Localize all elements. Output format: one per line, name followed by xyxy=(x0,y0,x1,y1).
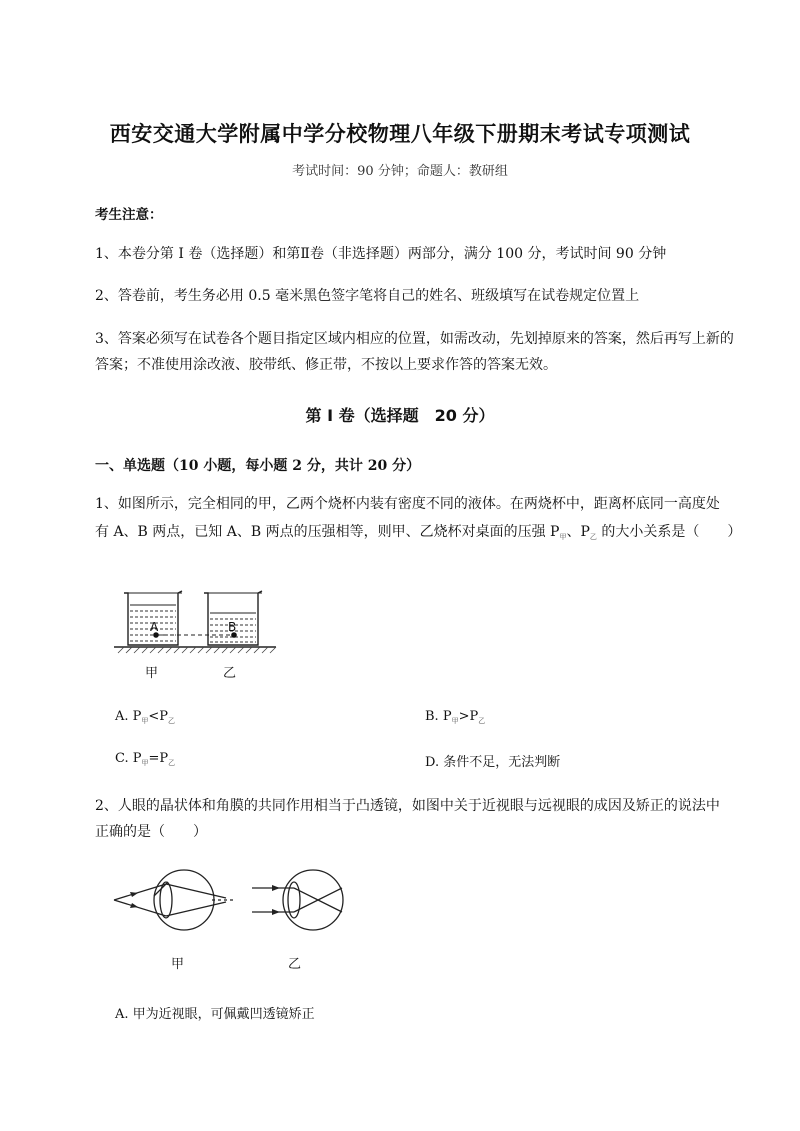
subscript-yi: 乙 xyxy=(168,717,176,725)
exam-info: 考试时间：90 分钟；命题人：教研组 xyxy=(292,164,508,179)
q1-stem-part: 的大小关系是（ ） xyxy=(596,524,742,540)
eye-label-yi: 乙 xyxy=(288,957,302,972)
subscript-jia: 甲 xyxy=(141,759,149,767)
subscript-jia: 甲 xyxy=(451,717,459,725)
eye-label-jia: 甲 xyxy=(171,957,185,972)
page-title: 西安交通大学附属中学分校物理八年级下册期末考试专项测试 xyxy=(109,122,691,146)
q1-option-b[interactable] xyxy=(425,709,485,726)
q1-option-c[interactable] xyxy=(115,751,175,768)
option-text: C. P xyxy=(115,751,142,766)
beaker-label-yi: 乙 xyxy=(223,666,237,681)
q1-option-d[interactable]: D. 条件不足，无法判断 xyxy=(425,755,561,770)
q1-stem-part: 有 A、B 两点，已知 A、B 两点的压强相等，则甲、乙烧杯对桌面的压强 P xyxy=(95,524,560,540)
option-text: B. P xyxy=(425,709,452,724)
q2-stem-line2: 正确的是（ ） xyxy=(95,824,207,840)
option-text: =P xyxy=(148,751,169,766)
option-text: >P xyxy=(458,709,479,724)
notice-item-1: 1、本卷分第 I 卷（选择题）和第Ⅱ卷（非选择题）两部分，满分 100 分，考试时间 90 分钟 xyxy=(95,246,667,262)
option-text: A. P xyxy=(115,709,142,724)
option-text: <P xyxy=(148,709,169,724)
beaker-label-jia: 甲 xyxy=(145,666,159,681)
subscript-jia: 甲 xyxy=(559,533,567,541)
beakers-figure xyxy=(110,585,280,685)
point-b-label: B xyxy=(228,620,237,634)
eye-jia xyxy=(114,870,234,930)
eye-yi xyxy=(252,870,343,930)
beaker-jia xyxy=(124,591,182,645)
q2-stem-line1: 2、人眼的晶状体和角膜的共同作用相当于凸透镜，如图中关于近视眼与远视眼的成因及矫正的说法中 xyxy=(95,798,720,814)
section-title: 第 I 卷（选择题 20 分） xyxy=(305,406,495,425)
question-type-heading: 一、单选题（10 小题，每小题 2 分，共计 20 分） xyxy=(95,458,421,474)
q1-stem-line2 xyxy=(95,519,745,550)
notice-item-3: 3、答案必须写在试卷各个题目指定区域内相应的位置，如需改动，先划掉原来的答案，然后再写上新的答案；不准使用涂改液、胶带纸、修正带，不按以上要求作答的答案无效。 xyxy=(95,331,734,373)
q1-stem-part: 、P xyxy=(566,524,590,540)
q2-option-a[interactable]: A. 甲为近视眼，可佩戴凹透镜矫正 xyxy=(115,1007,315,1022)
notice-heading: 考生注意： xyxy=(95,207,163,223)
subscript-jia: 甲 xyxy=(141,717,149,725)
eyes-figure xyxy=(108,860,368,980)
point-a-label: A xyxy=(150,620,159,634)
subscript-yi: 乙 xyxy=(589,533,597,541)
subscript-yi: 乙 xyxy=(168,759,176,767)
subscript-yi: 乙 xyxy=(478,717,486,725)
q1-stem-line1: 1、如图所示，完全相同的甲，乙两个烧杯内装有密度不同的液体。在两烧杯中，距离杯底同一高度处 xyxy=(95,496,720,512)
notice-item-2: 2、答卷前，考生务必用 0.5 毫米黑色签字笔将自己的姓名、班级填写在试卷规定位置上 xyxy=(95,288,640,304)
q1-option-a[interactable] xyxy=(115,709,175,726)
